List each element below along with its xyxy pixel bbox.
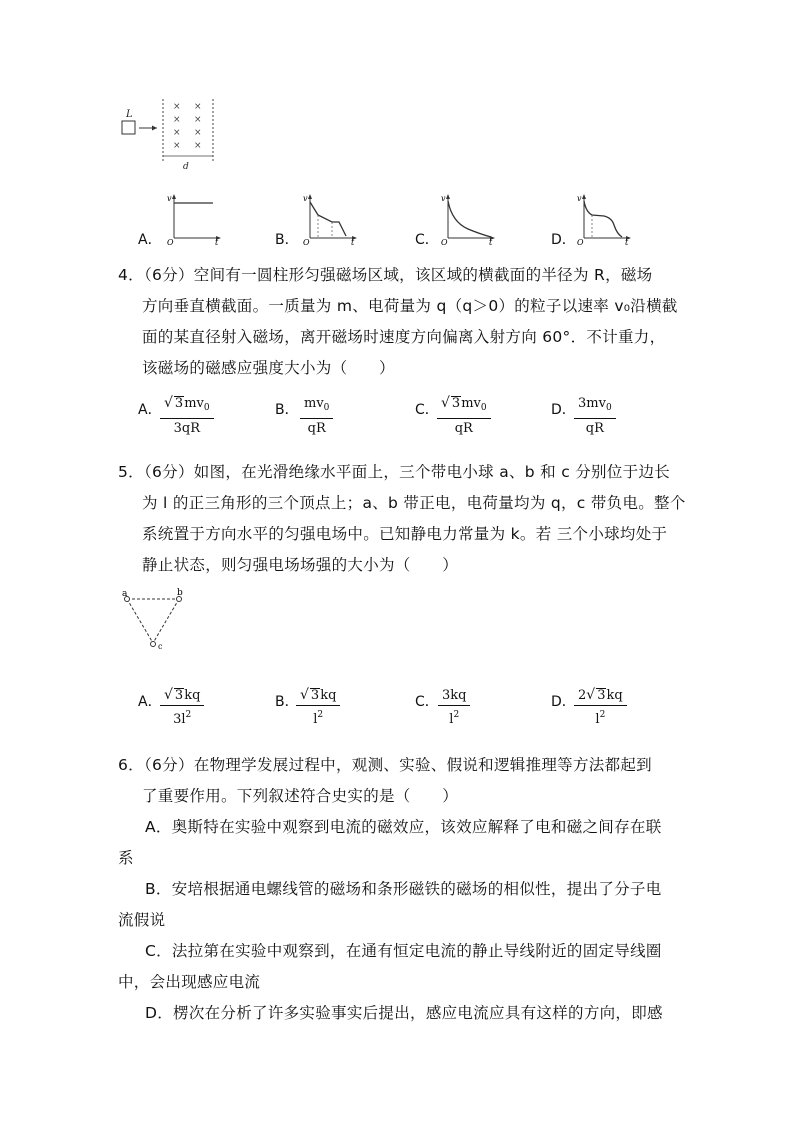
q6-option-c-line-2: 中，会出现感应电流 <box>118 973 261 991</box>
svg-text:t: t <box>489 238 493 246</box>
svg-text:v: v <box>441 194 446 203</box>
label-c: c <box>158 642 163 651</box>
svg-text:×: × <box>173 115 181 125</box>
q5-option-a-letter: A． <box>138 694 162 710</box>
svg-text:×: × <box>194 102 202 112</box>
q4-option-c-fraction: $\frac{√ 3mv_0}{qR}$ <box>437 396 491 436</box>
q4-option-a-letter: A． <box>138 402 162 418</box>
svg-text:t: t <box>625 238 629 246</box>
svg-text:v: v <box>577 194 582 203</box>
q5-option-b-letter: B． <box>275 694 299 710</box>
q4-option-c-letter: C． <box>415 402 439 418</box>
graph-option-b-letter: B． <box>275 232 299 248</box>
svg-text:t: t <box>351 238 355 246</box>
graph-option-c <box>438 192 498 246</box>
magnetic-field-crosses <box>173 102 202 151</box>
q4-line-3: 面的某直径射入磁场，离开磁场时速度方向偏离入射方向 60°．不计重力， <box>142 328 666 346</box>
svg-text:t: t <box>215 238 219 246</box>
svg-text:×: × <box>173 141 181 151</box>
q5-option-d-letter: D． <box>551 694 576 710</box>
q4-line-4: 该磁场的磁感应强度大小为（ ） <box>142 359 395 377</box>
coil-square <box>122 121 135 134</box>
q5-option-d-fraction: $\frac{2√ 3kq}{l^2}$ <box>574 688 627 727</box>
svg-text:v: v <box>167 194 172 203</box>
q5-option-c-fraction: $\frac{3kq}{l^2}$ <box>438 688 470 727</box>
svg-text:O: O <box>167 238 174 246</box>
q5-line-1: 5．（6分）如图，在光滑绝缘水平面上，三个带电小球 a、b 和 c 分别位于边长 <box>118 463 671 481</box>
q4-option-b-fraction: $\frac{mv_0}{qR}$ <box>300 396 333 436</box>
svg-text:v: v <box>303 194 308 203</box>
svg-text:×: × <box>194 115 202 125</box>
q6-option-d-line-1: D．楞次在分析了许多实验事实后提出，感应电流应具有这样的方向，即感 <box>145 1004 663 1022</box>
svg-text:×: × <box>194 141 202 151</box>
svg-text:×: × <box>173 128 181 138</box>
q5-line-2: 为 l 的正三角形的三个顶点上；a、b 带正电，电荷量均为 q，c 带负电。整个 <box>142 494 686 512</box>
q4-option-d-fraction: $\frac{3mv_0}{qR}$ <box>574 396 616 436</box>
q6-option-b-line-2: 流假说 <box>118 911 166 929</box>
graph-option-d-letter: D． <box>551 232 576 248</box>
ball-c <box>151 642 156 647</box>
q6-line-1: 6．（6分）在物理学发展过程中，观测、实验、假说和逻辑推理等方法都起到 <box>118 756 652 774</box>
graph-option-a-letter: A． <box>138 232 162 248</box>
label-b: b <box>177 588 183 598</box>
q5-line-3: 系统置于方向水平的匀强电场中。已知静电力常量为 k。若 三个小球均处于 <box>142 525 668 543</box>
label-a: a <box>122 589 128 599</box>
q4-option-a-fraction: $\frac{√ 3mv_0}{3qR}$ <box>160 396 214 436</box>
q6-option-c-line-1: C．法拉第在实验中观察到，在通有恒定电流的静止导线附近的固定导线圈 <box>145 942 662 960</box>
triangle-charges-figure <box>118 586 193 652</box>
graph-option-d <box>574 192 634 246</box>
svg-text:O: O <box>577 238 584 246</box>
graph-option-b <box>300 192 360 246</box>
q6-option-a-line-2: 系 <box>118 849 134 867</box>
graph-option-a <box>164 192 224 246</box>
q4-line-1: 4．（6分）空间有一圆柱形匀强磁场区域，该区域的横截面的半径为 R，磁场 <box>118 266 653 284</box>
q5-option-c-letter: C． <box>415 694 439 710</box>
svg-text:×: × <box>173 102 181 112</box>
q4-option-b-letter: B． <box>275 402 299 418</box>
q4-line-2: 方向垂直横截面。一质量为 m、电荷量为 q（q＞0）的粒子以速率 v₀沿横截 <box>142 297 678 315</box>
q5-line-4: 静止状态，则匀强电场场强的大小为（ ） <box>142 556 459 574</box>
q6-line-2: 了重要作用。下列叙述符合史实的是（ ） <box>142 787 459 805</box>
graph-option-c-letter: C． <box>415 232 439 248</box>
q6-option-a-line-1: A．奥斯特在实验中观察到电流的磁效应，该效应解释了电和磁之间存在联 <box>145 818 662 836</box>
q4-option-d-letter: D． <box>551 402 576 418</box>
svg-text:O: O <box>441 238 448 246</box>
svg-text:O: O <box>303 238 310 246</box>
q6-option-b-line-1: B．安培根据通电螺线管的磁场和条形磁铁的磁场的相似性，提出了分子电 <box>145 880 662 898</box>
field-region-figure <box>115 95 225 175</box>
q5-option-b-fraction: $\frac{√ 3kq}{l^2}$ <box>296 688 340 727</box>
label-d: d <box>183 162 189 172</box>
label-L: L <box>126 109 133 120</box>
q5-option-a-fraction: $\frac{√ 3kq}{3l^2}$ <box>160 688 204 727</box>
svg-text:×: × <box>194 128 202 138</box>
